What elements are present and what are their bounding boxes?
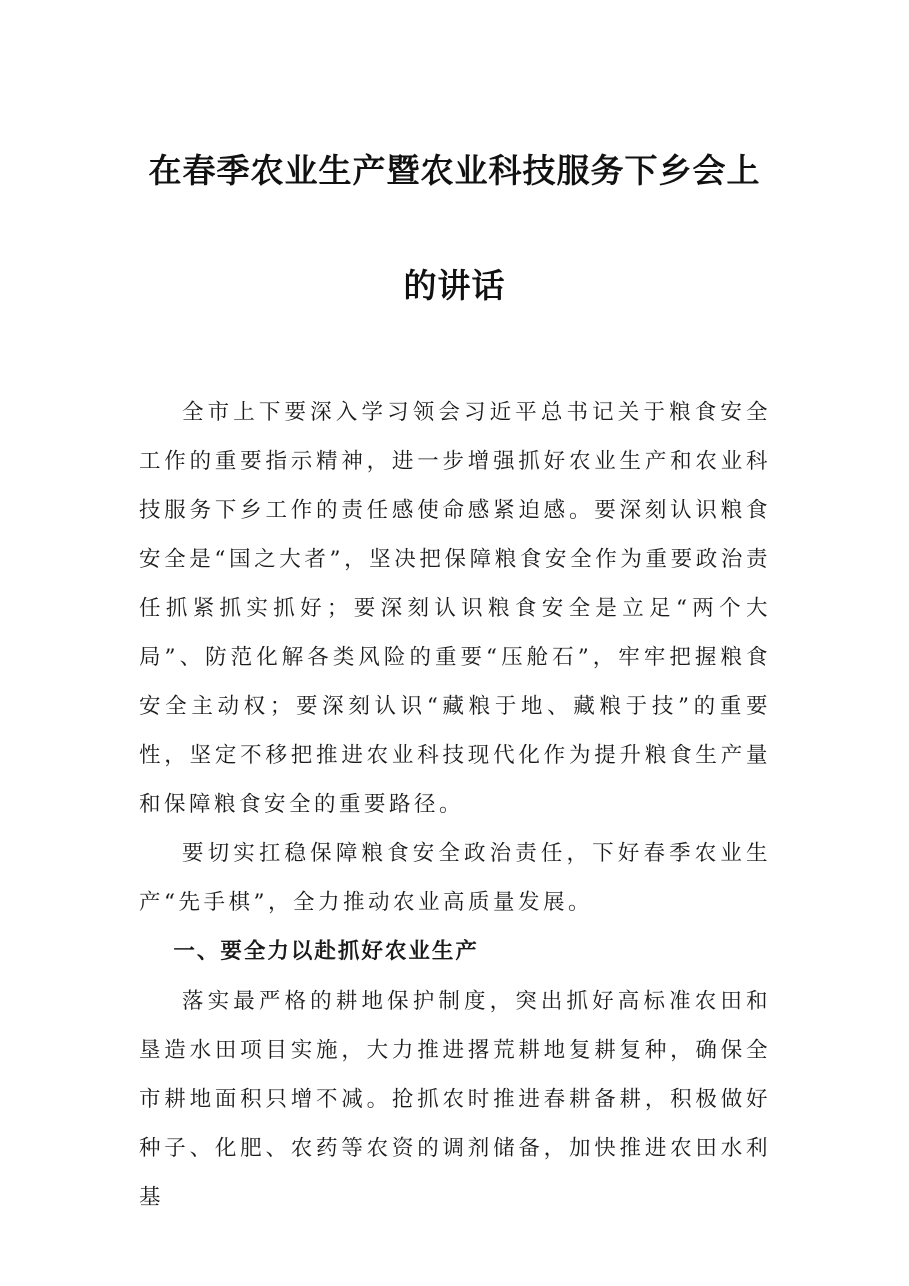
paragraph-3: 落实最严格的耕地保护制度，突出抓好高标准农田和垦造水田项目实施，大力推进撂荒耕地复耕复种，确保全市耕地面积只增不减。抢抓农时推进春耕备耕，积极做好种子、化肥、农药等农资的调剂储备，加快推进农田水利基	[139, 989, 771, 1210]
speech-title-line-1: 在春季农业生产暨农业科技服务下乡会上	[148, 151, 761, 190]
section-heading-1: 一、要全力以赴抓好农业生产	[173, 939, 479, 964]
speech-body	[139, 388, 771, 1222]
paragraph-1: 全市上下要深入学习领会习近平总书记关于粮食安全工作的重要指示精神，进一步增强抓好农业生产和农业科技服务下乡工作的责任感使命感紧迫感。要深刻认识粮食安全是“国之大者”，坚决把保障粮食安全作为重要政治责任抓紧抓实抓好；要深刻认识粮食安全是立足“两个大局”、防范化解各类风险的重要“压舱石”，牢牢把握粮食安全主动权；要深刻认识“藏粮于地、藏粮于技”的重要性，坚定不移把推进农业科技现代化作为提升粮食生产量和保障粮食安全的重要路径。	[139, 400, 771, 817]
speech-title-line-2: 的讲话	[403, 266, 506, 305]
paragraph-2: 要切实扛稳保障粮食安全政治责任，下好春季农业生产“先手棋”，全力推动农业高质量发展。	[139, 841, 771, 915]
